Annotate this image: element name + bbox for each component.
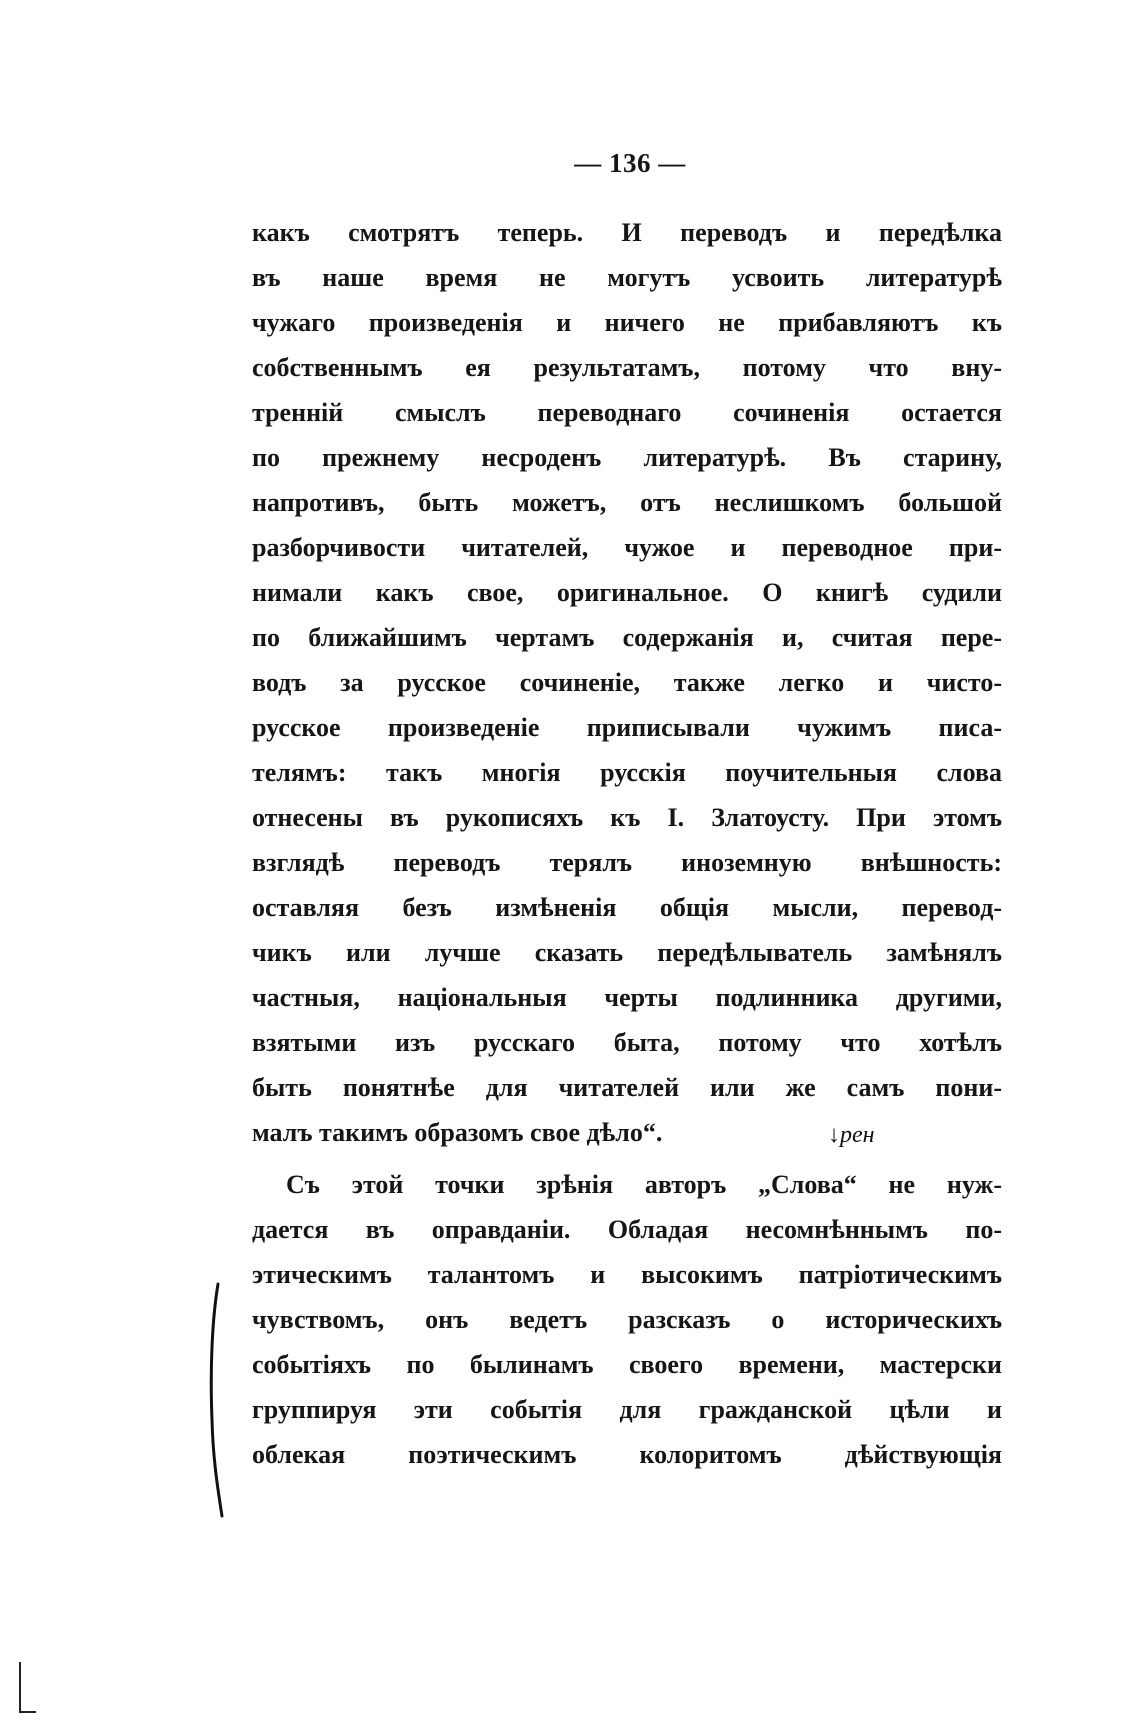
text-line: тренній смыслъ переводнаго сочиненія остается [252,398,1002,427]
text-line: группируя эти событія для гражданской цѣли и [252,1395,1002,1424]
page-number: — 136 — [574,148,686,178]
text-line: отнесены въ рукописяхъ къ I. Златоусту. При этомъ [252,803,1002,832]
text-line: водъ за русское сочиненіе, также легко и чисто- [252,668,1002,697]
text-line: какъ смотрятъ теперь. И переводъ и передѣлка [252,218,1002,247]
text-line: напротивъ, быть можетъ, отъ неслишкомъ большой [252,488,1002,517]
body-text [252,210,1002,1477]
text-line: этическимъ талантомъ и высокимъ патріотическимъ [252,1260,1002,1289]
text-line: взятыми изъ русскаго быта, потому что хотѣлъ [252,1028,1002,1057]
text-line: разборчивости читателей, чужое и переводное при- [252,533,1002,562]
text-line: чикъ или лучше сказать передѣлыватель замѣнялъ [252,938,1002,967]
text-line: частныя, національныя черты подлинника другими, [252,983,1002,1012]
text-line: взглядѣ переводъ терялъ иноземную внѣшность: [252,848,1002,877]
text-line: по ближайшимъ чертамъ содержанія и, считая пере- [252,623,1002,652]
text-line: чувствомъ, онъ ведетъ разсказъ о историческихъ [252,1305,1002,1334]
margin-bracket-mark [200,1280,240,1520]
text-line: по прежнему несроденъ литературѣ. Въ старину, [252,443,1002,472]
text-line: въ наше время не могутъ усвоить литературѣ [252,263,1002,292]
text-line: быть понятнѣе для читателей или же самъ пони- [252,1073,1002,1102]
corner-mark [14,1660,44,1720]
text-line: русское произведеніе приписывали чужимъ писа- [252,713,1002,742]
text-line: нимали какъ свое, оригинальное. О книгѣ судили [252,578,1002,607]
paragraph-gap [252,1155,1002,1162]
text-line: малъ такимъ образомъ свое дѣло“. [252,1118,663,1147]
text-line: чужаго произведенія и ничего не прибавляютъ къ [252,308,1002,337]
text-line: собственнымъ ея результатамъ, потому что вну- [252,353,1002,382]
text-line: дается въ оправданіи. Обладая несомнѣннымъ по- [252,1215,1002,1244]
text-line: Съ этой точки зрѣнія авторъ „Слова“ не нуж- [286,1170,1002,1199]
text-line: облекая поэтическимъ колоритомъ дѣйствующія [252,1440,1002,1469]
text-line: телямъ: такъ многія русскія поучительныя слова [252,758,1002,787]
text-line: оставляя безъ измѣненія общія мысли, перевод- [252,893,1002,922]
text-line: событіяхъ по былинамъ своего времени, мастерски [252,1350,1002,1379]
handwritten-annotation: ↓рен [828,1122,875,1148]
